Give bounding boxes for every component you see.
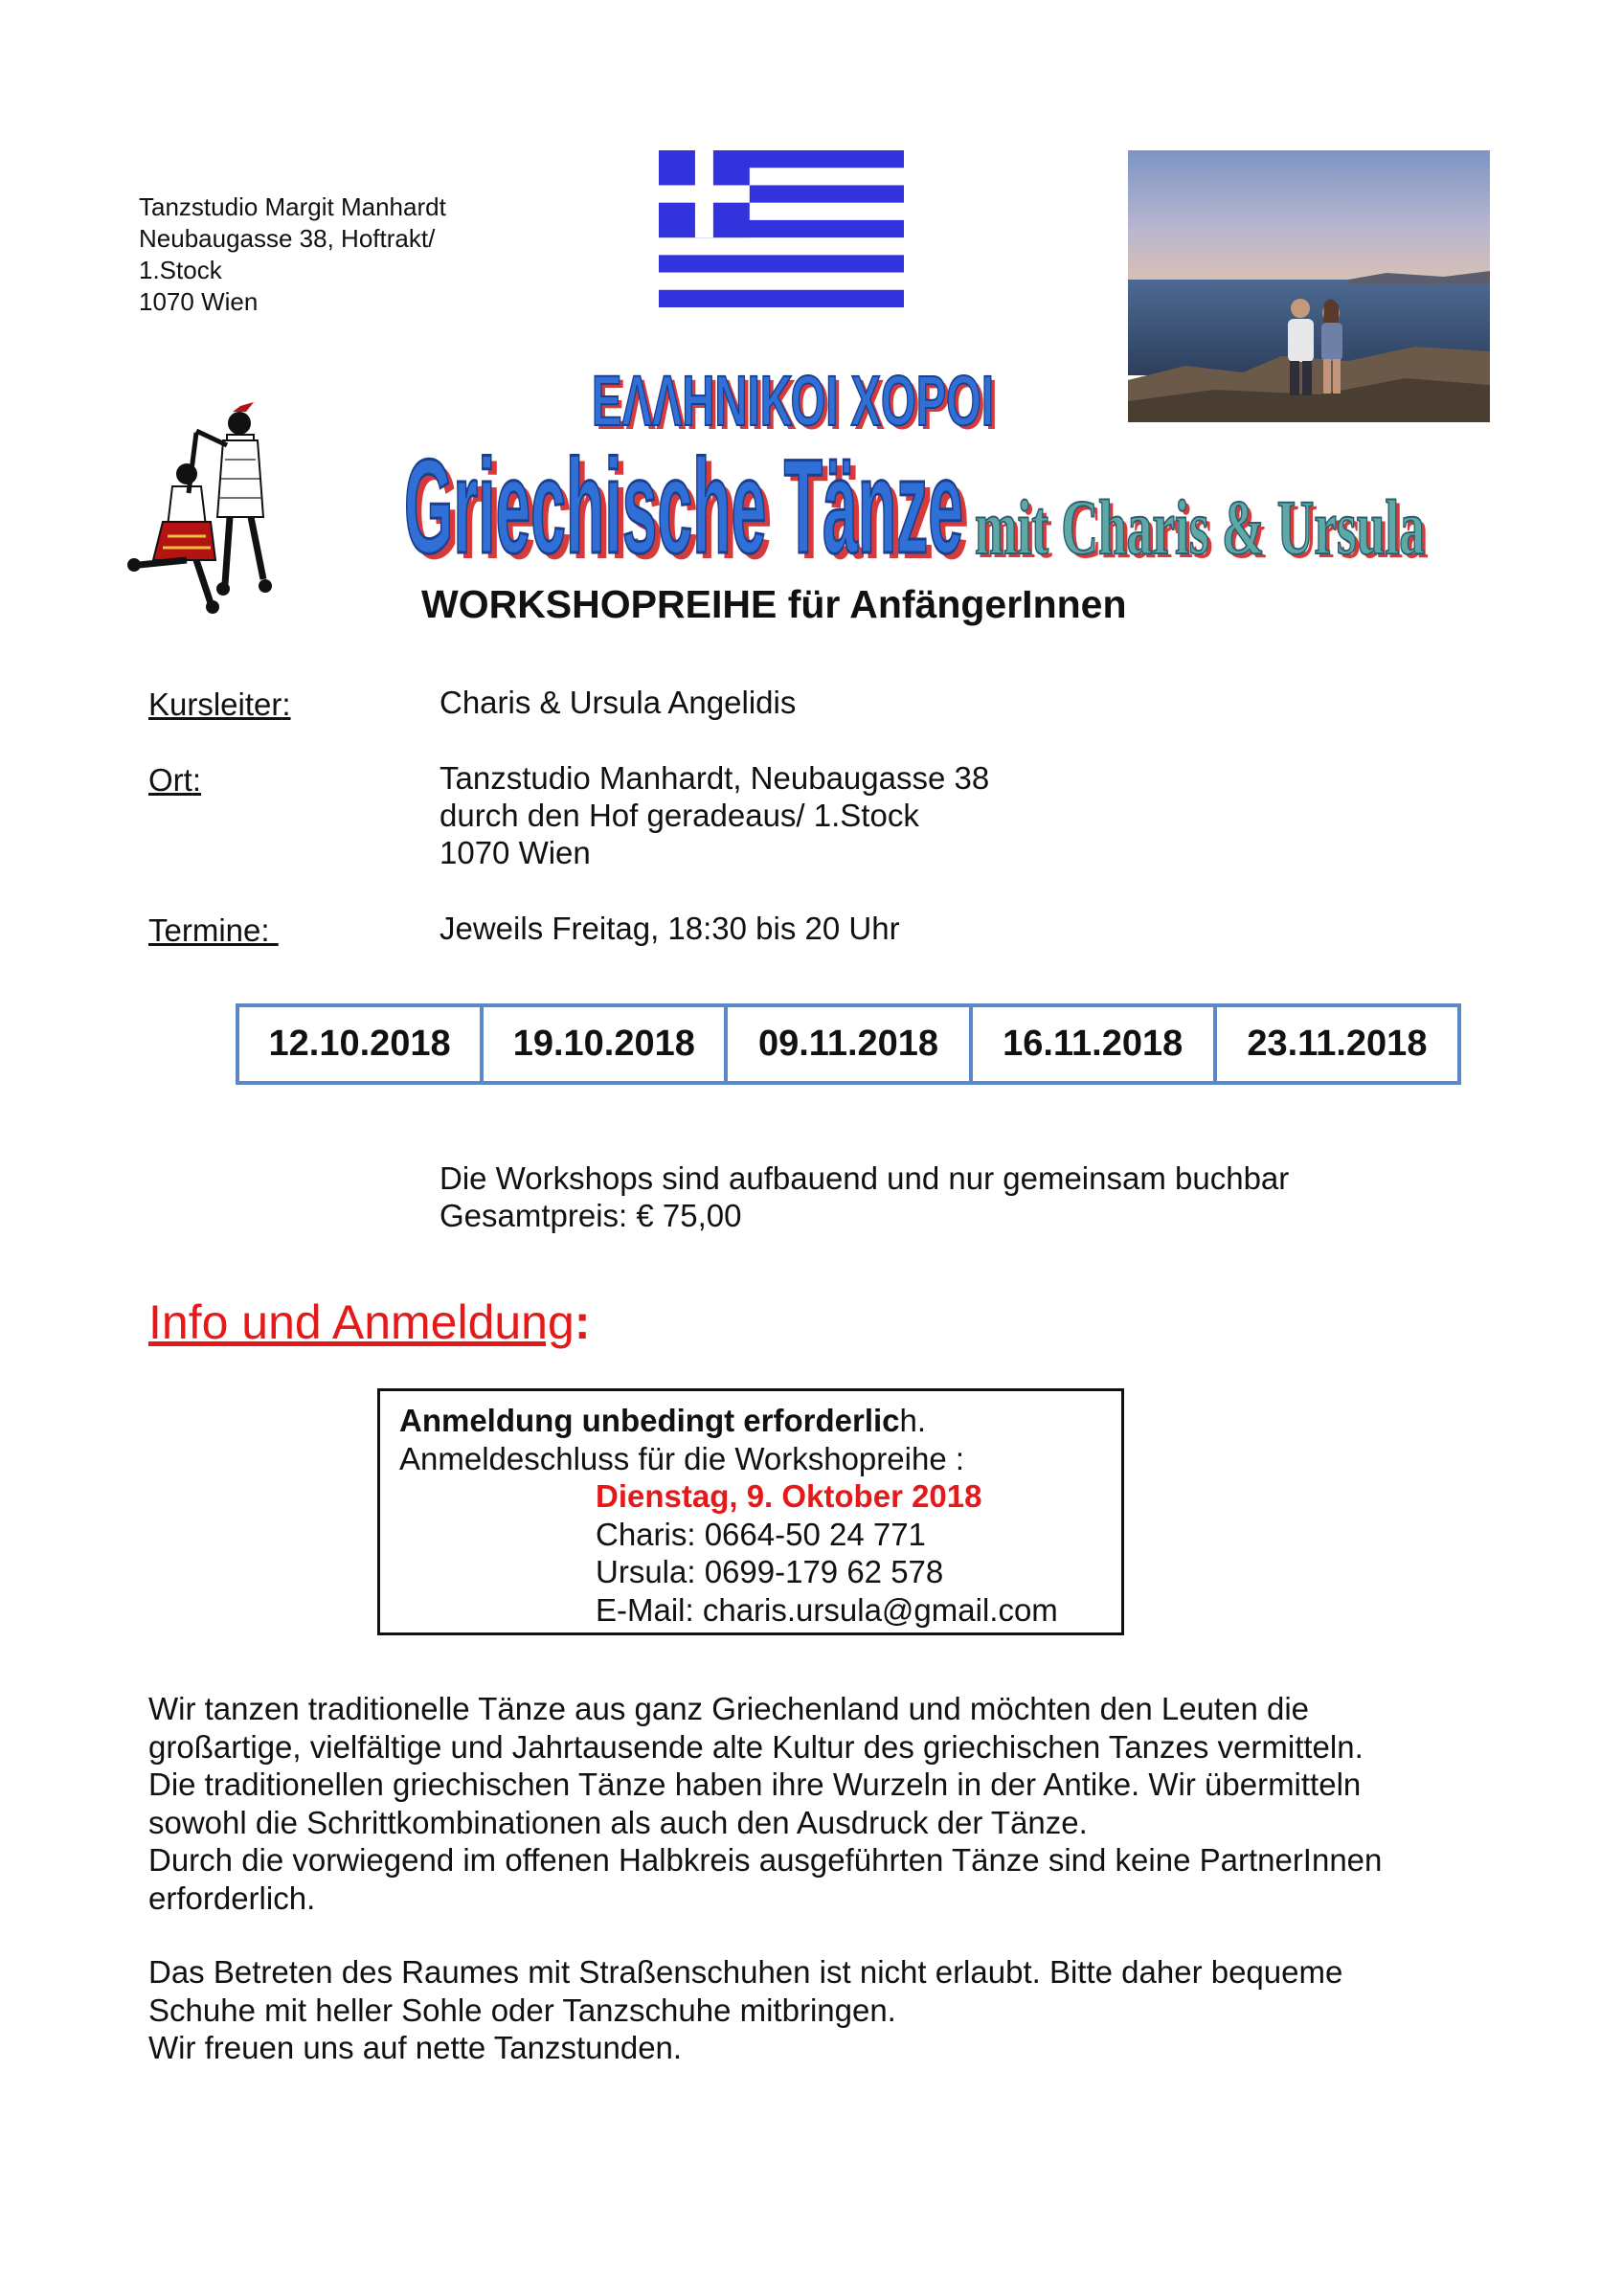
with-title-shadow: mit Charis & Ursula bbox=[979, 487, 1429, 574]
info-heading bbox=[148, 1294, 590, 1350]
paragraph-line: Wir freuen uns auf nette Tanzstunden. bbox=[148, 2030, 683, 2065]
termine-label: Termine: bbox=[148, 912, 279, 948]
greek-title: ΕΛΛΗΝΙΚΟΙ ΧΟΡΟΙ bbox=[592, 361, 994, 440]
registration-box bbox=[377, 1388, 1124, 1635]
kursleiter-value: Charis & Ursula Angelidis bbox=[440, 685, 797, 720]
price-line-2: Gesamtpreis: € 75,00 bbox=[440, 1198, 742, 1233]
paragraph-line: erforderlich. bbox=[148, 1880, 316, 1916]
main-title-shadow: Griechische Tänze bbox=[410, 437, 969, 587]
ort-label: Ort: bbox=[148, 762, 201, 798]
info-heading-colon: : bbox=[574, 1295, 591, 1349]
studio-address bbox=[139, 191, 446, 318]
date-cell: 19.10.2018 bbox=[480, 1007, 724, 1081]
dates-table bbox=[236, 1003, 1461, 1085]
ort-value bbox=[440, 759, 989, 871]
contact-email: E-Mail: charis.ursula@gmail.com bbox=[596, 1591, 1058, 1628]
dancers-illustration-icon bbox=[120, 402, 302, 622]
paragraph-line: sowohl die Schrittkombinationen als auch den Ausdruck der Tänze. bbox=[148, 1804, 1088, 1840]
greek-title-shadow: ΕΛΛΗΝΙΚΟΙ ΧΟΡΟΙ bbox=[596, 365, 998, 444]
main-title: Griechische Tänze bbox=[404, 431, 963, 581]
paragraph-line: Durch die vorwiegend im offenen Halbkreis ausgeführten Tänze sind keine PartnerInnen bbox=[148, 1842, 1383, 1878]
paragraph-line: Wir tanzen traditionelle Tänze aus ganz Griechenland und möchten den Leuten die bbox=[148, 1691, 1310, 1726]
main-title-art bbox=[393, 421, 1446, 589]
registration-required-tail: h. bbox=[899, 1403, 927, 1438]
studio-line: Tanzstudio Margit Manhardt bbox=[139, 192, 446, 221]
description-paragraph bbox=[148, 1690, 1508, 1917]
price-line-1: Die Workshops sind aufbauend und nur gemeinsam buchbar bbox=[440, 1160, 1290, 1196]
with-title: mit Charis & Ursula bbox=[975, 484, 1425, 571]
deadline-label: Anmeldeschluss für die Workshopreihe : bbox=[399, 1440, 965, 1476]
ort-label-text: Ort bbox=[148, 762, 192, 798]
date-cell: 12.10.2018 bbox=[268, 1024, 451, 1064]
rules-paragraph bbox=[148, 1953, 1508, 2067]
price-block bbox=[440, 1159, 1289, 1234]
ort-line: durch den Hof geradeaus/ 1.Stock bbox=[440, 798, 919, 833]
contact-ursula: Ursula: 0699-179 62 578 bbox=[596, 1554, 944, 1589]
deadline-date: Dienstag, 9. Oktober 2018 bbox=[596, 1478, 982, 1514]
paragraph-line: Das Betreten des Raumes mit Straßenschuhen ist nicht erlaubt. Bitte daher bequeme bbox=[148, 1954, 1343, 1990]
date-cell: 16.11.2018 bbox=[969, 1007, 1213, 1081]
kursleiter-label-text: Kursleiter bbox=[148, 687, 282, 722]
subtitle: WORKSHOPREIHE für AnfängerInnen bbox=[421, 582, 1127, 626]
paragraph-line: Schuhe mit heller Sohle oder Tanzschuhe mitbringen. bbox=[148, 1992, 896, 2028]
kursleiter-label: Kursleiter: bbox=[148, 687, 291, 722]
studio-line: 1070 Wien bbox=[139, 287, 259, 316]
greek-flag-icon bbox=[659, 150, 904, 307]
termine-value: Jeweils Freitag, 18:30 bis 20 Uhr bbox=[440, 911, 900, 946]
date-cell: 23.11.2018 bbox=[1213, 1007, 1457, 1081]
ort-line: 1070 Wien bbox=[440, 835, 591, 870]
studio-line: 1.Stock bbox=[139, 256, 222, 284]
paragraph-line: Die traditionellen griechischen Tänze haben ihre Wurzeln in der Antike. Wir übermitteln bbox=[148, 1767, 1362, 1802]
ort-line: Tanzstudio Manhardt, Neubaugasse 38 bbox=[440, 760, 990, 796]
info-heading-text: Info und Anmeldung bbox=[148, 1295, 575, 1349]
contact-charis: Charis: 0664-50 24 771 bbox=[596, 1516, 926, 1552]
studio-line: Neubaugasse 38, Hoftrakt/ bbox=[139, 224, 436, 253]
registration-required-bold: Anmeldung unbedingt erforderlic bbox=[399, 1403, 900, 1438]
couple-photo bbox=[1128, 150, 1490, 422]
date-cell: 09.11.2018 bbox=[724, 1007, 968, 1081]
paragraph-line: großartige, vielfältige und Jahrtausende alte Kultur des griechischen Tanzes vermitteln. bbox=[148, 1728, 1364, 1765]
registration-required bbox=[399, 1402, 1121, 1440]
